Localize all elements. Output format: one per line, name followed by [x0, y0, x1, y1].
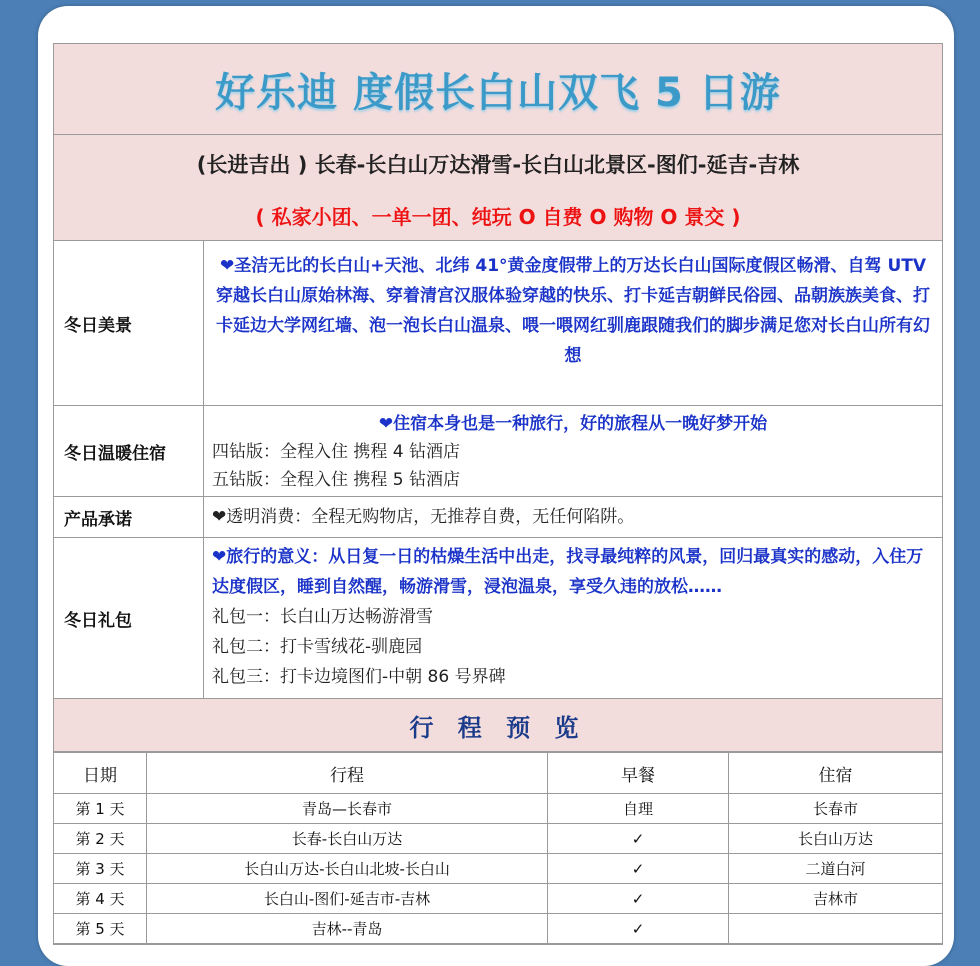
gift-label: 冬日礼包 — [54, 538, 204, 698]
cell-date: 第 1 天 — [54, 794, 147, 824]
stay-row — [54, 406, 942, 497]
header-date: 日期 — [54, 753, 147, 794]
table-row — [54, 914, 942, 944]
route-banner — [54, 135, 942, 241]
cell-date: 第 2 天 — [54, 824, 147, 854]
cell-route: 长春-长白山万达 — [147, 824, 548, 854]
cell-date: 第 4 天 — [54, 884, 147, 914]
gift-item-1: 礼包一：长白山万达畅游滑雪 — [212, 607, 433, 627]
route-text: (长进吉出 ) 长春-长白山万达滑雪-长白山北景区-图们-延吉-吉林 — [196, 153, 800, 177]
stay-label: 冬日温暖住宿 — [54, 406, 204, 496]
itinerary-table — [54, 752, 942, 944]
gift-item-3: 礼包三：打卡边境图们-中朝 86 号界碑 — [212, 667, 506, 687]
cell-breakfast: ✓ — [548, 854, 729, 884]
cell-route: 青岛—长春市 — [147, 794, 548, 824]
cell-route: 长白山万达-长白山北坡-长白山 — [147, 854, 548, 884]
cell-lodging: 二道白河 — [729, 854, 943, 884]
cell-route: 吉林--青岛 — [147, 914, 548, 944]
cell-breakfast: ✓ — [548, 824, 729, 854]
scenery-label: 冬日美景 — [54, 241, 204, 405]
promise-row — [54, 497, 942, 538]
table-row — [54, 794, 942, 824]
promise-label: 产品承诺 — [54, 497, 204, 537]
feature-text: ( 私家小团、一单一团、纯玩 O 自费 O 购物 O 景交 ) — [255, 205, 741, 229]
cell-lodging: 吉林市 — [729, 884, 943, 914]
title-banner — [54, 44, 942, 135]
header-route: 行程 — [147, 753, 548, 794]
cell-breakfast: ✓ — [548, 914, 729, 944]
table-row — [54, 824, 942, 854]
cell-route: 长白山-图们-延吉市-吉林 — [147, 884, 548, 914]
cell-breakfast: 自理 — [548, 794, 729, 824]
stay-line-4star: 四钻版：全程入住 携程 4 钻酒店 — [212, 442, 461, 462]
cell-lodging: 长春市 — [729, 794, 943, 824]
preview-title: 行 程 预 览 — [409, 713, 587, 742]
scenery-row — [54, 241, 942, 406]
gift-headline: ❤旅行的意义：从日复一日的枯燥生活中出走，找寻最纯粹的风景，回归最真实的感动，入住万达度假区，睡到自然醒，畅游滑雪，浸泡温泉，享受久违的放松…… — [212, 547, 924, 597]
stay-line-5star: 五钻版：全程入住 携程 5 钻酒店 — [212, 470, 461, 490]
promise-text: ❤透明消费：全程无购物店，无推荐自费，无任何陷阱。 — [212, 507, 635, 527]
cell-lodging: 长白山万达 — [729, 824, 943, 854]
cell-date: 第 5 天 — [54, 914, 147, 944]
gift-item-2: 礼包二：打卡雪绒花-驯鹿园 — [212, 637, 423, 657]
header-lodging: 住宿 — [729, 753, 943, 794]
cell-breakfast: ✓ — [548, 884, 729, 914]
stay-headline: ❤住宿本身也是一种旅行，好的旅程从一晚好梦开始 — [378, 414, 768, 434]
table-row — [54, 854, 942, 884]
cell-lodging — [729, 914, 943, 944]
table-header-row — [54, 753, 942, 794]
cell-date: 第 3 天 — [54, 854, 147, 884]
preview-banner — [54, 699, 942, 752]
table-row — [54, 884, 942, 914]
page-title: 好乐迪 度假长白山双飞 5 日游 — [215, 69, 781, 116]
gift-row — [54, 538, 942, 699]
itinerary-sheet — [53, 43, 943, 945]
scenery-text: ❤圣洁无比的长白山+天池、北纬 41°黄金度假带上的万达长白山国际度假区畅滑、自驾 UTV 穿越长白山原始林海、穿着清宫汉服体验穿越的快乐、打卡延吉朝鲜民俗园、品朝族族美食、打卡延边大学网红墙、泡一泡长白山温泉、喂一喂网红驯鹿跟随我们的脚步满足您对长白山所有幻想 — [216, 256, 930, 366]
header-breakfast: 早餐 — [548, 753, 729, 794]
